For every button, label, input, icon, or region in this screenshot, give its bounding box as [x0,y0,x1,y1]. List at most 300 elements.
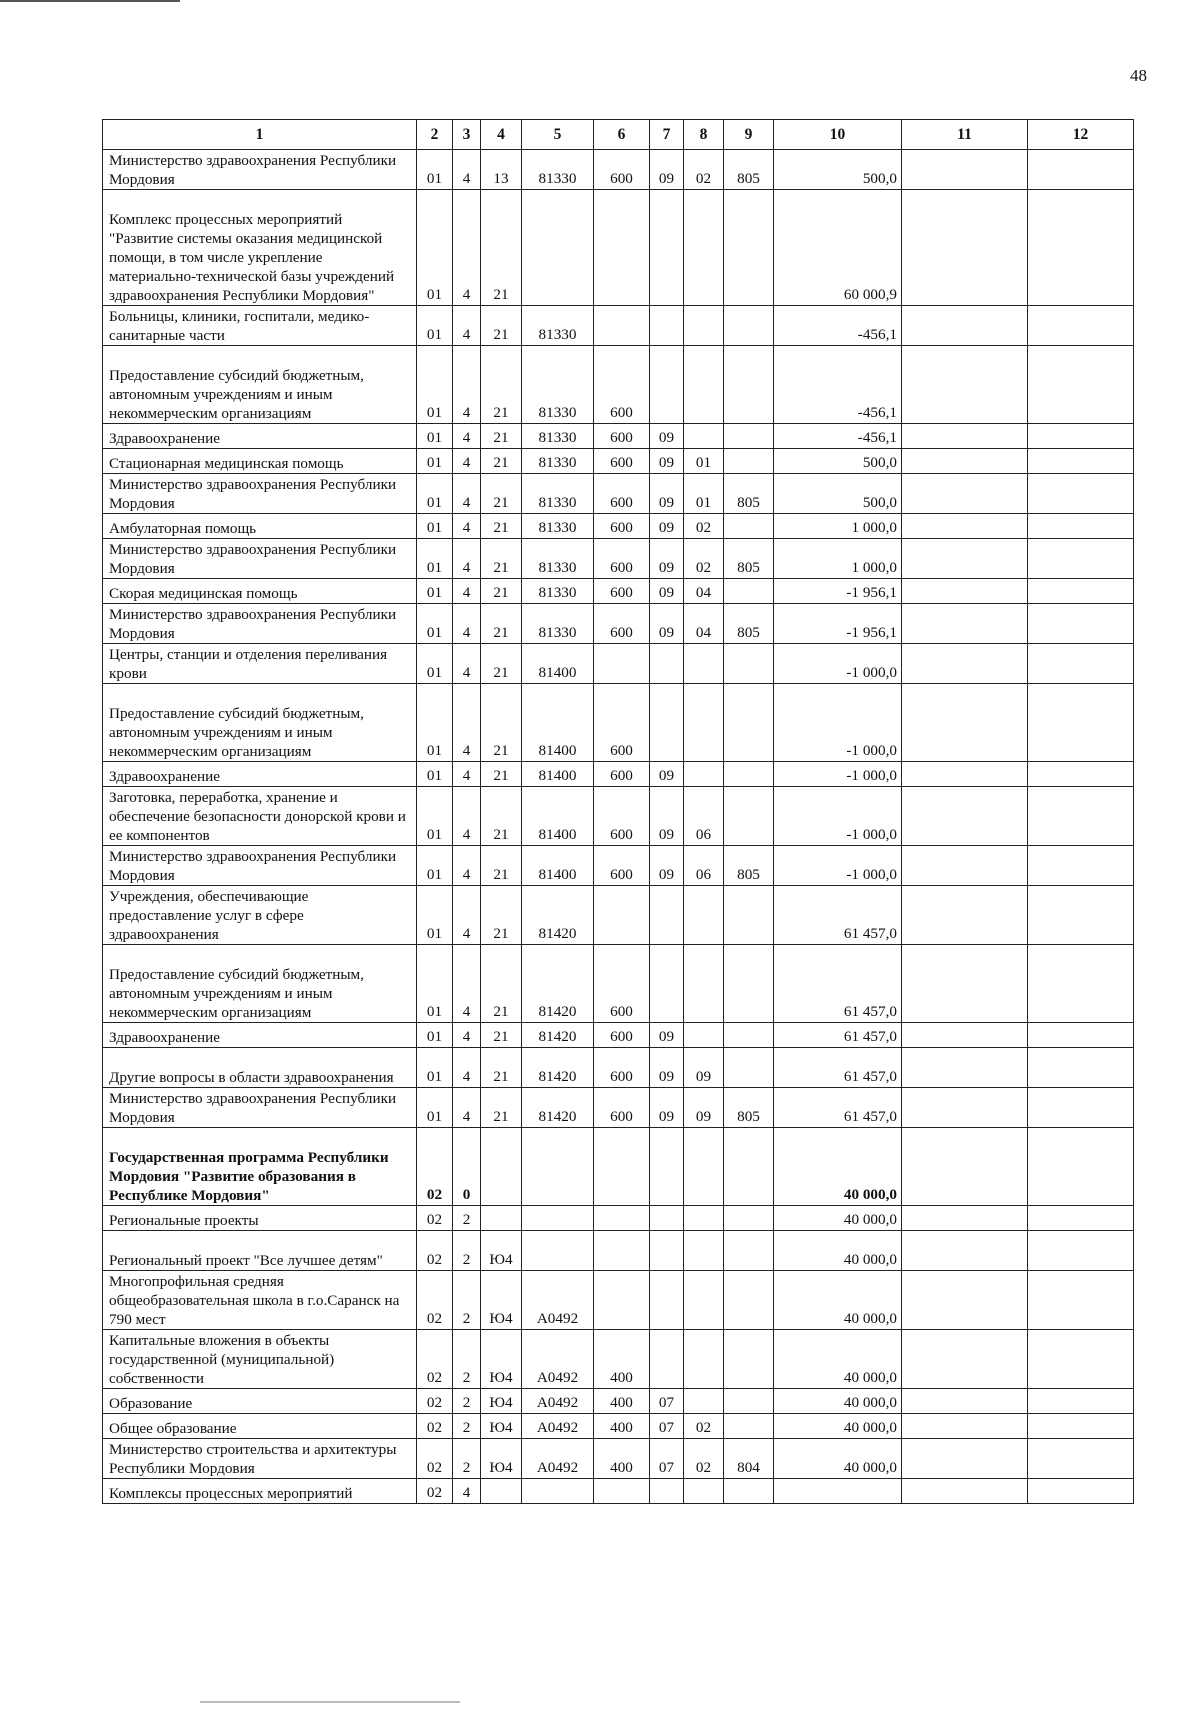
code-cell-5: 81420 [522,945,594,1023]
code-cell-6 [594,1231,650,1271]
code-cell-9 [724,945,774,1023]
code-cell-4: 21 [481,644,522,684]
code-cell-9: 805 [724,539,774,579]
code-cell-3: 4 [453,190,481,306]
table-row [103,1128,1134,1206]
code-cell-5: 81330 [522,306,594,346]
code-cell-2: 02 [417,1389,453,1414]
code-cell-7 [650,945,684,1023]
table-row [103,424,1134,449]
code-cell-7 [650,1330,684,1389]
code-cell-2: 01 [417,424,453,449]
extra-amount-cell [1028,539,1134,579]
extra-amount-cell [1028,150,1134,190]
extra-amount-cell [1028,190,1134,306]
amount-cell: 500,0 [774,449,902,474]
extra-amount-cell [902,190,1028,306]
amount-cell: -1 000,0 [774,644,902,684]
code-cell-3: 4 [453,306,481,346]
code-cell-7: 09 [650,1048,684,1088]
extra-amount-cell [902,150,1028,190]
column-header-5: 5 [522,120,594,150]
extra-amount-cell [902,945,1028,1023]
code-cell-7: 09 [650,539,684,579]
code-cell-2: 02 [417,1330,453,1389]
code-cell-9 [724,1389,774,1414]
code-cell-5: А0492 [522,1271,594,1330]
row-name-cell: Министерство здравоохранения Республики Мордовия [103,474,417,514]
code-cell-8: 04 [684,604,724,644]
row-name-cell: Здравоохранение [103,1023,417,1048]
scan-edge-mark [200,1701,460,1703]
amount-cell: -456,1 [774,306,902,346]
code-cell-4: 21 [481,604,522,644]
row-name-cell: Предоставление субсидий бюджетным, автономным учреждениям и иным некоммерческим организациям [103,945,417,1023]
row-name-cell: Министерство здравоохранения Республики Мордовия [103,604,417,644]
code-cell-4 [481,1206,522,1231]
code-cell-3: 4 [453,514,481,539]
code-cell-9: 805 [724,150,774,190]
code-cell-3: 2 [453,1206,481,1231]
code-cell-3: 2 [453,1414,481,1439]
code-cell-4: 21 [481,579,522,604]
code-cell-4: 21 [481,886,522,945]
code-cell-3: 4 [453,474,481,514]
table-row [103,1330,1134,1389]
row-name-cell: Государственная программа Республики Мордовия "Развитие образования в Республике Мордовия" [103,1128,417,1206]
table-row [103,886,1134,945]
code-cell-8: 06 [684,787,724,846]
code-cell-2: 01 [417,945,453,1023]
amount-cell: 61 457,0 [774,886,902,945]
column-header-8: 8 [684,120,724,150]
row-name-cell: Министерство здравоохранения Республики Мордовия [103,150,417,190]
code-cell-3: 4 [453,684,481,762]
extra-amount-cell [902,474,1028,514]
amount-cell: 40 000,0 [774,1414,902,1439]
code-cell-6: 600 [594,762,650,787]
code-cell-6: 600 [594,346,650,424]
amount-cell: -1 000,0 [774,684,902,762]
code-cell-2: 01 [417,514,453,539]
row-name-cell: Министерство строительства и архитектуры Республики Мордовия [103,1439,417,1479]
code-cell-4: 21 [481,846,522,886]
column-header-12: 12 [1028,120,1134,150]
code-cell-7: 09 [650,449,684,474]
row-name-cell: Комплекс процессных мероприятий "Развитие системы оказания медицинской помощи, в том числе укрепление материально-технической базы учреждений здравоохранения Республики Мордовия" [103,190,417,306]
row-name-cell: Министерство здравоохранения Республики Мордовия [103,1088,417,1128]
table-row [103,190,1134,306]
code-cell-3: 4 [453,539,481,579]
amount-cell: 500,0 [774,474,902,514]
column-header-2: 2 [417,120,453,150]
code-cell-8 [684,886,724,945]
code-cell-3: 2 [453,1330,481,1389]
code-cell-9 [724,1414,774,1439]
code-cell-6: 600 [594,539,650,579]
code-cell-2: 02 [417,1271,453,1330]
code-cell-4: 21 [481,306,522,346]
extra-amount-cell [1028,306,1134,346]
extra-amount-cell [902,1439,1028,1479]
code-cell-9 [724,644,774,684]
code-cell-7: 09 [650,787,684,846]
amount-cell: 61 457,0 [774,1088,902,1128]
code-cell-8 [684,684,724,762]
code-cell-8 [684,1206,724,1231]
code-cell-4: Ю4 [481,1231,522,1271]
amount-cell: -1 956,1 [774,579,902,604]
code-cell-5: 81330 [522,604,594,644]
code-cell-8 [684,424,724,449]
amount-cell: -1 956,1 [774,604,902,644]
amount-cell: 61 457,0 [774,945,902,1023]
code-cell-4: Ю4 [481,1414,522,1439]
code-cell-8 [684,1330,724,1389]
table-row [103,1088,1134,1128]
extra-amount-cell [902,762,1028,787]
row-name-cell: Учреждения, обеспечивающие предоставление услуг в сфере здравоохранения [103,886,417,945]
code-cell-3: 0 [453,1128,481,1206]
code-cell-5: А0492 [522,1389,594,1414]
code-cell-4: 21 [481,474,522,514]
code-cell-7: 09 [650,424,684,449]
code-cell-9 [724,1048,774,1088]
code-cell-5: 81400 [522,787,594,846]
extra-amount-cell [902,604,1028,644]
extra-amount-cell [902,449,1028,474]
code-cell-5 [522,190,594,306]
table-body [103,150,1134,1504]
code-cell-9 [724,1128,774,1206]
extra-amount-cell [902,1479,1028,1504]
code-cell-3: 4 [453,1479,481,1504]
code-cell-7 [650,1479,684,1504]
code-cell-3: 4 [453,644,481,684]
amount-cell: 40 000,0 [774,1389,902,1414]
code-cell-5: 81400 [522,846,594,886]
table-header-row [103,120,1134,150]
column-header-11: 11 [902,120,1028,150]
code-cell-6: 600 [594,474,650,514]
column-header-1: 1 [103,120,417,150]
code-cell-3: 4 [453,762,481,787]
extra-amount-cell [1028,1023,1134,1048]
code-cell-2: 01 [417,787,453,846]
extra-amount-cell [902,886,1028,945]
row-name-cell: Здравоохранение [103,762,417,787]
code-cell-9 [724,762,774,787]
code-cell-7 [650,644,684,684]
code-cell-9 [724,684,774,762]
extra-amount-cell [902,539,1028,579]
code-cell-3: 4 [453,579,481,604]
code-cell-6: 600 [594,787,650,846]
code-cell-8 [684,306,724,346]
code-cell-4: 21 [481,762,522,787]
code-cell-6: 600 [594,449,650,474]
code-cell-6 [594,306,650,346]
extra-amount-cell [902,1023,1028,1048]
column-header-3: 3 [453,120,481,150]
amount-cell: 40 000,0 [774,1206,902,1231]
extra-amount-cell [902,424,1028,449]
extra-amount-cell [1028,1271,1134,1330]
code-cell-6: 600 [594,604,650,644]
code-cell-8: 01 [684,449,724,474]
code-cell-3: 4 [453,1088,481,1128]
code-cell-8 [684,1271,724,1330]
code-cell-5: 81400 [522,644,594,684]
extra-amount-cell [902,1231,1028,1271]
code-cell-6 [594,1271,650,1330]
code-cell-8 [684,1231,724,1271]
amount-cell [774,1479,902,1504]
code-cell-6: 600 [594,684,650,762]
extra-amount-cell [902,684,1028,762]
table-row [103,1439,1134,1479]
table-row [103,604,1134,644]
extra-amount-cell [1028,1128,1134,1206]
table-row [103,684,1134,762]
code-cell-2: 01 [417,539,453,579]
table-row [103,346,1134,424]
code-cell-5: А0492 [522,1330,594,1389]
extra-amount-cell [1028,1330,1134,1389]
row-name-cell: Другие вопросы в области здравоохранения [103,1048,417,1088]
scan-edge-mark [0,0,180,2]
extra-amount-cell [1028,1231,1134,1271]
row-name-cell: Министерство здравоохранения Республики Мордовия [103,539,417,579]
code-cell-8: 06 [684,846,724,886]
extra-amount-cell [1028,1439,1134,1479]
code-cell-8: 02 [684,514,724,539]
code-cell-6: 600 [594,579,650,604]
extra-amount-cell [902,846,1028,886]
code-cell-2: 01 [417,449,453,474]
code-cell-5: 81330 [522,579,594,604]
extra-amount-cell [1028,514,1134,539]
code-cell-8: 02 [684,539,724,579]
code-cell-5: 81330 [522,474,594,514]
amount-cell: -456,1 [774,424,902,449]
code-cell-9 [724,306,774,346]
code-cell-6 [594,1128,650,1206]
code-cell-9 [724,787,774,846]
table-row [103,449,1134,474]
code-cell-2: 01 [417,604,453,644]
amount-cell: 1 000,0 [774,514,902,539]
code-cell-6 [594,1479,650,1504]
code-cell-3: 2 [453,1439,481,1479]
code-cell-3: 2 [453,1271,481,1330]
extra-amount-cell [1028,474,1134,514]
code-cell-6: 400 [594,1330,650,1389]
code-cell-9 [724,1330,774,1389]
table-row [103,539,1134,579]
code-cell-5 [522,1206,594,1231]
code-cell-8: 09 [684,1088,724,1128]
row-name-cell: Больницы, клиники, госпитали, медико-санитарные части [103,306,417,346]
extra-amount-cell [902,1048,1028,1088]
code-cell-6 [594,644,650,684]
code-cell-9 [724,886,774,945]
table-row [103,1479,1134,1504]
table-row [103,1231,1134,1271]
code-cell-9: 805 [724,846,774,886]
code-cell-5: 81420 [522,1023,594,1048]
code-cell-7: 09 [650,604,684,644]
code-cell-4: 21 [481,1048,522,1088]
code-cell-4: 21 [481,514,522,539]
code-cell-7 [650,346,684,424]
extra-amount-cell [902,1389,1028,1414]
code-cell-4: Ю4 [481,1389,522,1414]
code-cell-8 [684,762,724,787]
amount-cell: 61 457,0 [774,1023,902,1048]
table-row [103,1023,1134,1048]
code-cell-6: 600 [594,846,650,886]
amount-cell: 40 000,0 [774,1128,902,1206]
code-cell-7: 09 [650,474,684,514]
code-cell-4: 13 [481,150,522,190]
code-cell-5: 81330 [522,539,594,579]
code-cell-4: 21 [481,684,522,762]
code-cell-2: 01 [417,1023,453,1048]
code-cell-5: 81330 [522,346,594,424]
code-cell-4: Ю4 [481,1439,522,1479]
code-cell-2: 01 [417,1048,453,1088]
code-cell-9 [724,1479,774,1504]
code-cell-8 [684,346,724,424]
code-cell-9: 805 [724,474,774,514]
code-cell-2: 01 [417,579,453,604]
column-header-9: 9 [724,120,774,150]
row-name-cell: Предоставление субсидий бюджетным, автономным учреждениям и иным некоммерческим организациям [103,684,417,762]
table-row [103,306,1134,346]
amount-cell: 40 000,0 [774,1271,902,1330]
code-cell-3: 4 [453,449,481,474]
code-cell-3: 4 [453,346,481,424]
code-cell-6: 600 [594,150,650,190]
code-cell-9 [724,1206,774,1231]
code-cell-6: 600 [594,1048,650,1088]
code-cell-3: 4 [453,787,481,846]
extra-amount-cell [902,644,1028,684]
code-cell-6: 600 [594,945,650,1023]
code-cell-5 [522,1479,594,1504]
row-name-cell: Заготовка, переработка, хранение и обеспечение безопасности донорской крови и ее компонентов [103,787,417,846]
code-cell-4: Ю4 [481,1330,522,1389]
code-cell-4: 21 [481,1088,522,1128]
table-row [103,1389,1134,1414]
row-name-cell: Общее образование [103,1414,417,1439]
code-cell-9 [724,1023,774,1048]
code-cell-2: 02 [417,1439,453,1479]
code-cell-5: 81330 [522,449,594,474]
code-cell-5: 81330 [522,514,594,539]
code-cell-8 [684,190,724,306]
amount-cell: -456,1 [774,346,902,424]
extra-amount-cell [1028,424,1134,449]
code-cell-8: 02 [684,1439,724,1479]
code-cell-7: 09 [650,1023,684,1048]
code-cell-4: 21 [481,787,522,846]
code-cell-6: 600 [594,1088,650,1128]
extra-amount-cell [902,1128,1028,1206]
extra-amount-cell [1028,604,1134,644]
code-cell-7: 09 [650,1088,684,1128]
code-cell-3: 4 [453,886,481,945]
code-cell-2: 01 [417,886,453,945]
code-cell-9: 805 [724,1088,774,1128]
code-cell-4 [481,1479,522,1504]
amount-cell: 500,0 [774,150,902,190]
row-name-cell: Здравоохранение [103,424,417,449]
column-header-6: 6 [594,120,650,150]
code-cell-7: 07 [650,1439,684,1479]
table-row [103,762,1134,787]
code-cell-8: 04 [684,579,724,604]
code-cell-7: 09 [650,579,684,604]
code-cell-3: 2 [453,1389,481,1414]
extra-amount-cell [1028,1088,1134,1128]
amount-cell: -1 000,0 [774,762,902,787]
code-cell-9: 804 [724,1439,774,1479]
column-header-7: 7 [650,120,684,150]
extra-amount-cell [1028,1414,1134,1439]
code-cell-6: 600 [594,424,650,449]
extra-amount-cell [902,346,1028,424]
code-cell-2: 01 [417,1088,453,1128]
extra-amount-cell [1028,846,1134,886]
row-name-cell: Амбулаторная помощь [103,514,417,539]
code-cell-6: 400 [594,1389,650,1414]
code-cell-7: 07 [650,1414,684,1439]
code-cell-3: 4 [453,604,481,644]
extra-amount-cell [902,1088,1028,1128]
code-cell-7 [650,1231,684,1271]
amount-cell: 40 000,0 [774,1439,902,1479]
amount-cell: 61 457,0 [774,1048,902,1088]
code-cell-8 [684,1479,724,1504]
extra-amount-cell [1028,684,1134,762]
code-cell-6: 400 [594,1439,650,1479]
code-cell-4: 21 [481,424,522,449]
table-row [103,579,1134,604]
code-cell-2: 01 [417,644,453,684]
code-cell-3: 4 [453,945,481,1023]
code-cell-6: 600 [594,514,650,539]
code-cell-4: 21 [481,539,522,579]
code-cell-2: 02 [417,1231,453,1271]
code-cell-5: А0492 [522,1414,594,1439]
amount-cell: 1 000,0 [774,539,902,579]
row-name-cell: Капитальные вложения в объекты государственной (муниципальной) собственности [103,1330,417,1389]
code-cell-7 [650,190,684,306]
extra-amount-cell [902,306,1028,346]
code-cell-5: 81330 [522,424,594,449]
extra-amount-cell [1028,579,1134,604]
budget-table [102,119,1134,1504]
table-row [103,474,1134,514]
code-cell-9 [724,346,774,424]
code-cell-8 [684,1128,724,1206]
code-cell-7: 09 [650,762,684,787]
extra-amount-cell [1028,644,1134,684]
table-row [103,846,1134,886]
table-row [103,514,1134,539]
